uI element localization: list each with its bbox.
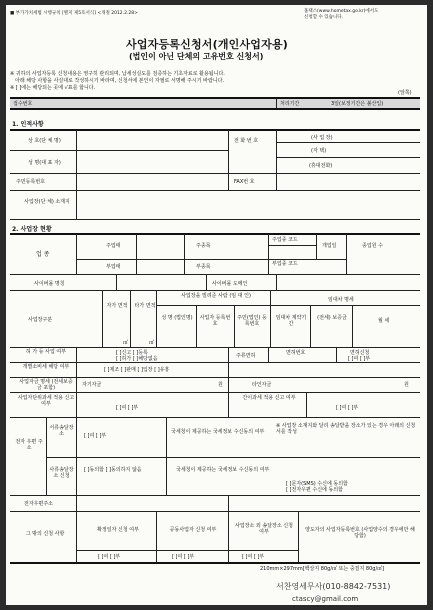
simple-tax-label: 간이과세 적용 신고 여부 (242, 395, 296, 401)
business-type-label: 업 종 (36, 251, 50, 258)
form-title: 사업자등록신청서(개인사업자용) (126, 38, 289, 51)
hometax-note-1: 홈택스(www.hometax.go.kr)에서도 (304, 9, 379, 14)
unit-tax-label: 사업자단위과세 적용 신고 여부 (17, 395, 75, 407)
landlord-bizno-col: 사업자 등록번호 (199, 315, 231, 327)
funds-label: 사업자금 명세 (전세보증금 포함) (19, 379, 73, 391)
other-requests-label: 그 밖의 신청 사항 (25, 531, 65, 537)
email-consent: [ ]전자우편 수신에 동의함 (286, 487, 343, 493)
own-area-label: 자가 면적 (106, 303, 128, 309)
phone-business: (사 업 장) (311, 135, 333, 141)
license-label: 허 가 등 사업 여부 (25, 349, 67, 355)
period-value: 3일(보정기간은 불산입) (331, 101, 384, 107)
section-2-heading: 2. 사업장 현황 (12, 226, 52, 233)
rent-area-label: 타가 면적 (134, 303, 156, 309)
note-line-1: ※ 귀하의 사업자등록 신청내용은 영구히 관리되며, 납세성실도를 검증하는 기초자료로 활용됩니다. (10, 71, 225, 77)
phone-label: 전 화 번 호 (234, 138, 259, 144)
fixed-date-col: 확정일자 신청 여부 (97, 527, 139, 533)
simple-tax-opts: [ ]여 [ ]부 (336, 405, 359, 411)
cyber-mall-domain-label: 사이버몰 도메인 (212, 281, 248, 287)
own-area-unit: ㎡ (123, 340, 129, 346)
email-label: 전자우편주소 (24, 501, 53, 507)
landlord-label: 사업장을 빌려준 사람 (임 대 인) (181, 293, 251, 299)
phone-home: (자 택) (311, 148, 327, 154)
hometax-note-2: 신청할 수 있습니다. (304, 15, 344, 20)
form-subtitle: (법인이 아닌 단체의 고유번호 신청서) (129, 52, 264, 61)
consent-sub-label: 국세청이 제공하는 국세정보 수신동의 여부 (171, 429, 265, 435)
deposit-col: (전세) 보증금 (317, 315, 347, 321)
liquor-license-label: 주류면허 (236, 353, 256, 359)
sms-consent: [ ]문자(SMS) 수신에 동의함 (286, 481, 348, 487)
lease-period-col: 임대차 계약기간 (275, 315, 307, 327)
other-funds-label: 타인자금 (252, 382, 272, 388)
location-type-label: 사업장구분 (28, 317, 53, 323)
paper-delivery-opts: [ ]동의함 [ ]동의하지 않음 (84, 467, 142, 473)
excise-options: [ ]제조 [ ]판매 [ ]입장 [ ]유흥 (104, 367, 170, 373)
doc-place-note: ※ 사업장 소재지와 달리 송달받을 장소가 있는 경우 아래의 신청서를 작성 (276, 423, 416, 435)
electronic-label: 전자 우편 주소 (15, 439, 43, 451)
sub-business-label: 부업태 (106, 264, 121, 270)
footer-email: ctascy@gmail.com (292, 595, 359, 603)
address-label: 사업장(단 체) 소재지 (24, 199, 70, 205)
page-side: (앞쪽) (398, 90, 412, 96)
paper-delivery-label: 사류송달장소 신청 (49, 467, 74, 479)
main-item-label: 주종목 (196, 243, 211, 249)
license-application-label: 면허신청 (350, 350, 370, 356)
fax-label: FAX번 호 (234, 179, 255, 185)
joint-business-opts: [ ]여 [ ]부 (172, 554, 195, 560)
license-application-opts: [ ]여 [ ]부 (348, 356, 371, 362)
joint-business-col: 공동사업자 신청 여부 (169, 527, 217, 533)
cyber-mall-name-label: 사이버몰 명칭 (34, 281, 65, 287)
receipt-number-label: 접수번호 (13, 101, 33, 107)
doc-place-opts: [ ]여 [ ]부 (84, 433, 107, 439)
license-number-label: 면허번호 (286, 350, 306, 356)
email-consent-label: 국세청이 제공하는 국세정보 수신동의 여부 (176, 467, 270, 473)
sub-item-label: 부종목 (196, 264, 211, 270)
excise-label: 개별소비세 해당 여부 (22, 364, 70, 370)
resident-number-label: 주민등록번호 (16, 179, 45, 185)
landlord-name-col: 성 명 (법인명) (161, 315, 193, 321)
unit-tax-opts: [ ]여 [ ]부 (116, 405, 139, 411)
representative-label: 성 명(대 표 자) (28, 160, 61, 166)
doc-place-label: 서류송달장소 (49, 425, 74, 437)
section-1-heading: 1. 인적사항 (12, 121, 44, 128)
other-funds-won: 원 (404, 382, 409, 388)
transferor-col: 양도자의 사업자등록번호 (사업양수의 경우에만 해당함) (305, 527, 415, 539)
paper-size-note: 210mm×297mm[백상지 80g/㎡ 또는 중질지 80g/㎡] (260, 566, 385, 572)
license-options-1: [ ]신고 [ ]등록 (116, 350, 148, 356)
main-business-label: 주업태 (106, 243, 121, 249)
form-reference: ■ 부가가치세법 시행규칙 [별지 제5호서식] <개정 2012.2.28> (10, 11, 138, 16)
lease-label: 임대차 명세 (328, 297, 354, 303)
sub-code-label: 부업종 코드 (272, 261, 298, 267)
employees-label: 종업원 수 (362, 243, 383, 249)
own-funds-won: 원 (218, 382, 223, 388)
open-date-label: 개업일 (322, 243, 337, 249)
footer-contact: 서찬영세무사(010-8842-7531) (276, 582, 391, 591)
note-line-2: 아래 해당 사항을 사실대로 작성하시기 바라며, 신청서에 본인이 자필로 서명해 주시기 바랍니다. (15, 78, 225, 84)
form-page (6, 5, 427, 605)
main-code-label: 주업종 코드 (272, 237, 298, 243)
monthly-rent-col: 월 세 (378, 318, 390, 324)
landlord-resno-col: 주민(법인) 등록번호 (237, 315, 267, 327)
delivery-place-opts: [ ]여 [ ]부 (242, 554, 265, 560)
note-line-3: ※ [ ]에는 해당되는 곳에 √표를 합니다. (10, 85, 96, 91)
own-funds-label: 자기자금 (82, 382, 102, 388)
license-options-2: [ ]허가 [ ]해당없음 (116, 356, 158, 362)
delivery-place-col: 사업장소 외 송달장소 신청 여부 (235, 523, 293, 535)
trade-name-label: 상 호(단 체 명) (28, 138, 61, 144)
rent-area-unit: ㎡ (149, 340, 155, 346)
period-label: 처리기간 (280, 101, 300, 107)
phone-mobile: (휴대전화) (309, 163, 333, 169)
fixed-date-opts: [ ]여 [ ]부 (98, 554, 121, 560)
